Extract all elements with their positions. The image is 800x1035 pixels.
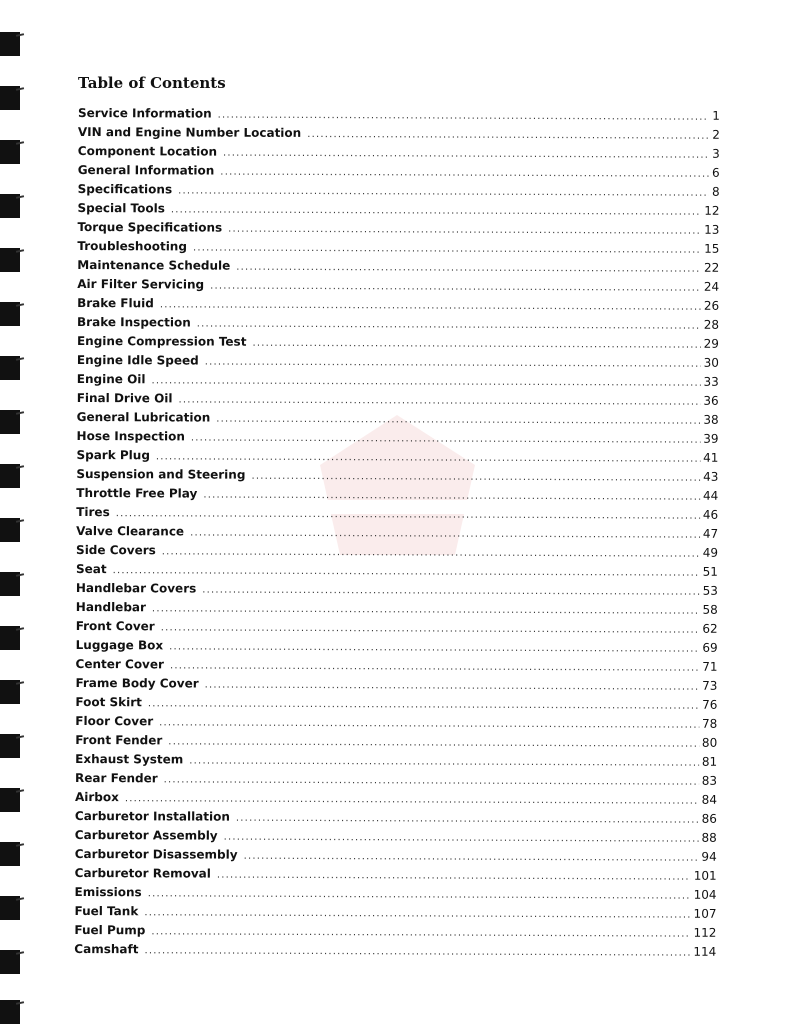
toc-entry-label: Rear Fender — [75, 770, 158, 786]
toc-entry-page: 104 — [693, 887, 717, 902]
page-title: Table of Contents — [78, 74, 226, 92]
index-tab — [0, 140, 20, 164]
toc-entry-page: 69 — [702, 640, 718, 655]
toc-entry-page: 71 — [702, 659, 718, 674]
index-tab — [0, 788, 20, 812]
dot-leader — [170, 660, 699, 673]
toc-entry-page: 41 — [703, 450, 719, 465]
toc-entry-page: 33 — [703, 374, 719, 389]
toc-entry-page: 47 — [702, 526, 719, 541]
toc-entry-page: 39 — [703, 431, 719, 446]
index-tab — [0, 86, 20, 110]
dot-leader — [162, 546, 700, 559]
toc-entry-label: Engine Idle Speed — [76, 352, 199, 368]
toc-entry-page: 78 — [701, 716, 718, 731]
toc-entry-label: VIN and Engine Number Location — [77, 124, 302, 140]
toc-entry-label: Final Drive Oil — [76, 390, 173, 406]
index-tab — [0, 518, 20, 542]
toc-entry-page: 114 — [693, 944, 717, 959]
dot-leader — [148, 888, 691, 901]
dot-leader — [203, 490, 700, 503]
toc-entry-page: 13 — [704, 222, 720, 237]
dot-leader — [156, 451, 700, 464]
index-tab — [0, 464, 20, 488]
toc-entry-label: Floor Cover — [75, 713, 154, 729]
dot-leader — [307, 129, 709, 142]
toc-list — [74, 106, 720, 964]
dot-leader — [159, 717, 699, 730]
index-tab — [0, 356, 20, 380]
index-tab — [0, 410, 20, 434]
toc-entry-label: Hose Inspection — [76, 428, 185, 444]
toc-entry-label: Frame Body Cover — [75, 675, 199, 691]
index-tab — [0, 950, 20, 974]
dot-leader — [125, 793, 699, 807]
dot-leader — [151, 926, 690, 939]
index-tab — [0, 896, 20, 920]
dot-leader — [169, 641, 699, 654]
toc-entry-page: 24 — [703, 279, 720, 294]
toc-entry-label: Handlebar — [75, 599, 146, 615]
dot-leader — [244, 851, 699, 864]
dot-leader — [251, 471, 700, 484]
toc-entry-page: 51 — [702, 564, 719, 579]
toc-entry-page: 88 — [701, 830, 717, 845]
toc-entry-label: Brake Fluid — [77, 295, 154, 311]
dot-leader — [218, 110, 710, 123]
toc-entry-label: Front Fender — [75, 732, 163, 748]
toc-entry-label: Carburetor Disassembly — [74, 846, 238, 862]
binding-edge — [0, 0, 30, 1035]
toc-entry-label: Carburetor Assembly — [74, 827, 218, 843]
toc-entry-label: Side Covers — [76, 542, 156, 558]
toc-entry-page: 58 — [702, 602, 718, 617]
toc-entry-page: 26 — [703, 298, 720, 313]
toc-entry-label: Airbox — [74, 789, 119, 805]
dot-leader — [205, 680, 700, 693]
toc-entry-label: Specifications — [77, 181, 173, 197]
toc-entry-page: 84 — [701, 792, 718, 807]
toc-entry-label: Exhaust System — [75, 751, 184, 767]
dot-leader — [236, 813, 699, 826]
toc-entry-label: Torque Specifications — [77, 219, 223, 235]
toc-entry-page: 22 — [703, 260, 720, 275]
dot-leader — [144, 907, 690, 920]
toc-entry-label: Emissions — [74, 884, 142, 900]
index-tab — [0, 842, 20, 866]
dot-leader — [220, 167, 709, 180]
dot-leader — [189, 755, 699, 768]
index-tab — [0, 32, 20, 56]
toc-entry-label: Carburetor Installation — [74, 808, 230, 824]
dot-leader — [197, 319, 701, 332]
index-tab — [0, 734, 20, 758]
toc-entry-page: 8 — [711, 184, 720, 199]
toc-entry-label: General Lubrication — [76, 409, 211, 425]
toc-entry-page: 81 — [701, 754, 718, 769]
dot-leader — [161, 622, 700, 635]
toc-entry-label: Component Location — [77, 143, 218, 159]
dot-leader — [202, 585, 699, 598]
toc-entry-page: 6 — [712, 165, 720, 180]
toc-entry-page: 3 — [712, 146, 720, 161]
index-tab — [0, 248, 20, 272]
toc-entry-page: 73 — [702, 678, 718, 693]
toc-entry-page: 30 — [703, 355, 719, 370]
toc-entry-label: Brake Inspection — [77, 314, 191, 330]
toc-entry-label: Air Filter Servicing — [77, 276, 205, 292]
dot-leader — [223, 148, 709, 161]
toc-entry-label: Handlebar Covers — [75, 580, 197, 596]
toc-entry-label: Engine Compression Test — [76, 333, 247, 349]
toc-entry-label: Luggage Box — [75, 637, 164, 653]
toc-entry-page: 29 — [703, 336, 719, 351]
toc-entry-label: Foot Skirt — [75, 694, 142, 710]
toc-entry-page: 46 — [702, 507, 719, 522]
toc-entry-page: 76 — [702, 697, 718, 712]
dot-leader — [224, 832, 699, 845]
toc-entry-page: 44 — [702, 488, 719, 503]
dot-leader — [190, 527, 700, 540]
toc-entry[interactable] — [74, 942, 716, 964]
toc-entry-label: Seat — [75, 561, 107, 577]
toc-entry-label: Front Cover — [75, 618, 155, 634]
toc-entry-page: 62 — [702, 621, 718, 636]
index-tab — [0, 302, 20, 326]
toc-entry-label: Service Information — [77, 106, 212, 121]
toc-entry-page: 38 — [703, 412, 719, 427]
toc-entry-label: Spark Plug — [76, 447, 150, 463]
index-tab — [0, 194, 20, 218]
index-tab — [0, 572, 20, 596]
toc-entry-label: Tires — [76, 504, 110, 520]
dot-leader — [164, 774, 699, 787]
index-tab — [0, 626, 20, 650]
toc-entry-label: Carburetor Removal — [74, 865, 211, 881]
toc-entry-page: 12 — [704, 203, 720, 218]
toc-entry-page: 49 — [702, 545, 719, 560]
toc-entry-label: Troubleshooting — [77, 238, 187, 254]
dot-leader — [179, 394, 701, 407]
dot-leader — [144, 945, 690, 958]
dot-leader — [216, 414, 700, 427]
dot-leader — [113, 565, 700, 579]
dot-leader — [236, 262, 701, 275]
toc-entry-page: 80 — [701, 735, 718, 750]
toc-entry-label: General Information — [77, 162, 215, 178]
toc-entry-label: Fuel Tank — [74, 903, 139, 919]
dot-leader — [252, 338, 700, 351]
toc-entry-label: Throttle Free Play — [76, 485, 198, 501]
toc-entry-page: 94 — [701, 849, 717, 864]
toc-entry-page: 15 — [704, 241, 720, 256]
toc-entry-page: 101 — [693, 868, 717, 883]
index-tab — [0, 1000, 20, 1024]
dot-leader — [217, 870, 691, 883]
toc-entry-label: Valve Clearance — [76, 523, 185, 539]
toc-entry-label: Special Tools — [77, 200, 165, 216]
dot-leader — [178, 185, 709, 198]
toc-entry-label: Engine Oil — [76, 371, 146, 387]
dot-leader — [152, 603, 700, 616]
dot-leader — [148, 698, 699, 711]
toc-entry-page: 83 — [701, 773, 718, 788]
dot-leader — [210, 281, 701, 294]
toc-entry-page: 1 — [712, 108, 720, 123]
index-tab — [0, 680, 20, 704]
dot-leader — [171, 204, 701, 217]
dot-leader — [160, 299, 701, 312]
toc-entry-page: 43 — [703, 469, 719, 484]
dot-leader — [116, 508, 700, 522]
dot-leader — [193, 243, 701, 256]
dot-leader — [228, 224, 701, 237]
toc-entry-page: 86 — [701, 811, 717, 826]
dot-leader — [152, 375, 701, 388]
toc-entry-page: 53 — [702, 583, 718, 598]
dot-leader — [191, 432, 700, 445]
toc-entry-label: Suspension and Steering — [76, 466, 246, 482]
toc-entry-page: 2 — [712, 127, 720, 142]
toc-entry-label: Camshaft — [74, 941, 139, 957]
toc-entry-page: 107 — [693, 906, 717, 921]
dot-leader — [168, 736, 699, 749]
toc-entry-page: 28 — [703, 317, 720, 332]
toc-entry-label: Center Cover — [75, 656, 164, 672]
toc-entry-page: 36 — [703, 393, 719, 408]
toc-entry-label: Maintenance Schedule — [77, 257, 231, 273]
dot-leader — [205, 357, 701, 370]
toc-entry-page: 112 — [693, 925, 717, 940]
toc-entry-label: Fuel Pump — [74, 922, 146, 938]
